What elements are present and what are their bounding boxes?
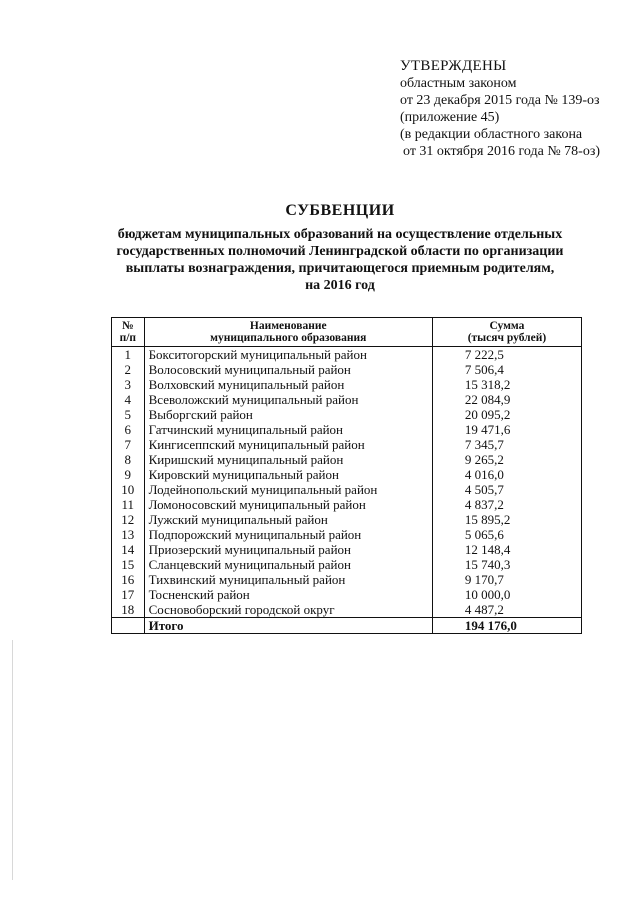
row-num: 3 (112, 377, 145, 392)
row-name: Сосновоборский городской округ (144, 602, 432, 618)
scan-edge-line (12, 640, 13, 880)
approval-stamp (400, 58, 600, 160)
row-name: Лужский муниципальный район (144, 512, 432, 527)
row-sum: 4 837,2 (432, 497, 581, 512)
table-row (112, 587, 582, 602)
row-name: Подпорожский муниципальный район (144, 527, 432, 542)
row-sum: 9 265,2 (432, 452, 581, 467)
row-num: 18 (112, 602, 145, 618)
approval-line-6: от 31 октября 2016 года № 78-оз) (403, 144, 601, 159)
table-row (112, 437, 582, 452)
approval-line-5: (в редакции областного закона (400, 127, 583, 142)
approval-line-4: (приложение 45) (400, 110, 500, 125)
row-num: 2 (112, 362, 145, 377)
row-num: 4 (112, 392, 145, 407)
row-sum: 20 095,2 (432, 407, 581, 422)
row-sum: 5 065,6 (432, 527, 581, 542)
row-name: Ломоносовский муниципальный район (144, 497, 432, 512)
row-sum: 15 740,3 (432, 557, 581, 572)
total-label: Итого (144, 618, 432, 634)
row-sum: 19 471,6 (432, 422, 581, 437)
row-name: Гатчинский муниципальный район (144, 422, 432, 437)
row-sum: 9 170,7 (432, 572, 581, 587)
table-row (112, 467, 582, 482)
table-row (112, 452, 582, 467)
row-num: 10 (112, 482, 145, 497)
header-num-line-2: п/п (119, 332, 137, 344)
row-sum: 7 345,7 (432, 437, 581, 452)
row-sum: 4 505,7 (432, 482, 581, 497)
header-num-line-1: № (122, 320, 134, 332)
row-name: Тихвинский муниципальный район (144, 572, 432, 587)
title-line-1: бюджетам муниципальных образований на осуществление отдельных (117, 227, 563, 242)
row-sum: 22 084,9 (432, 392, 581, 407)
approval-line-2: областным законом (400, 76, 517, 91)
row-name: Выборгский район (144, 407, 432, 422)
table-row (112, 512, 582, 527)
row-num: 16 (112, 572, 145, 587)
row-sum: 15 895,2 (432, 512, 581, 527)
table-row (112, 497, 582, 512)
header-name (144, 318, 432, 347)
row-num: 9 (112, 467, 145, 482)
row-name: Бокситогорский муниципальный район (144, 347, 432, 363)
row-sum: 4 016,0 (432, 467, 581, 482)
header-sum-line-2: (тысяч рублей) (467, 332, 547, 344)
title-line-4: на 2016 год (305, 278, 375, 293)
table-body (112, 347, 582, 618)
table-row (112, 407, 582, 422)
document-title (100, 202, 580, 294)
table-row (112, 572, 582, 587)
row-sum: 7 222,5 (432, 347, 581, 363)
row-name: Лодейнопольский муниципальный район (144, 482, 432, 497)
table-row (112, 362, 582, 377)
row-sum: 10 000,0 (432, 587, 581, 602)
header-name-line-1: Наименование (249, 320, 327, 332)
row-name: Приозерский муниципальный район (144, 542, 432, 557)
total-sum: 194 176,0 (432, 618, 581, 634)
table-row (112, 557, 582, 572)
title-line-3: выплаты вознаграждения, причитающегося приемным родителям, (125, 261, 555, 276)
table-row (112, 392, 582, 407)
row-num: 11 (112, 497, 145, 512)
row-num: 6 (112, 422, 145, 437)
table-header-row (112, 318, 582, 347)
row-num: 7 (112, 437, 145, 452)
table-row (112, 527, 582, 542)
row-num: 1 (112, 347, 145, 363)
row-name: Киришский муниципальный район (144, 452, 432, 467)
row-name: Всеволожский муниципальный район (144, 392, 432, 407)
row-num: 14 (112, 542, 145, 557)
row-name: Волховский муниципальный район (144, 377, 432, 392)
table-row (112, 602, 582, 618)
row-name: Кингисеппский муниципальный район (144, 437, 432, 452)
row-sum: 12 148,4 (432, 542, 581, 557)
row-num: 12 (112, 512, 145, 527)
header-sum (432, 318, 581, 347)
total-num-cell (112, 618, 145, 634)
row-num: 8 (112, 452, 145, 467)
table-row (112, 347, 582, 363)
row-name: Сланцевский муниципальный район (144, 557, 432, 572)
approval-line-1: УТВЕРЖДЕНЫ (400, 58, 507, 74)
approval-line-3: от 23 декабря 2015 года № 139-оз (400, 93, 600, 108)
header-name-line-2: муниципального образования (210, 332, 367, 344)
row-num: 13 (112, 527, 145, 542)
header-num (112, 318, 145, 347)
table-row (112, 542, 582, 557)
row-name: Кировский муниципальный район (144, 467, 432, 482)
row-name: Тосненский район (144, 587, 432, 602)
table-total-row (112, 618, 582, 634)
title-line-2: государственных полномочий Ленинградской области по организации (116, 244, 564, 259)
row-sum: 4 487,2 (432, 602, 581, 618)
subventions-table (111, 317, 582, 634)
table-row (112, 377, 582, 392)
title-main: СУБВЕНЦИИ (285, 202, 395, 219)
row-sum: 15 318,2 (432, 377, 581, 392)
row-num: 5 (112, 407, 145, 422)
row-sum: 7 506,4 (432, 362, 581, 377)
row-num: 15 (112, 557, 145, 572)
table-row (112, 482, 582, 497)
table-row (112, 422, 582, 437)
header-sum-line-1: Сумма (489, 320, 525, 332)
row-num: 17 (112, 587, 145, 602)
row-name: Волосовский муниципальный район (144, 362, 432, 377)
